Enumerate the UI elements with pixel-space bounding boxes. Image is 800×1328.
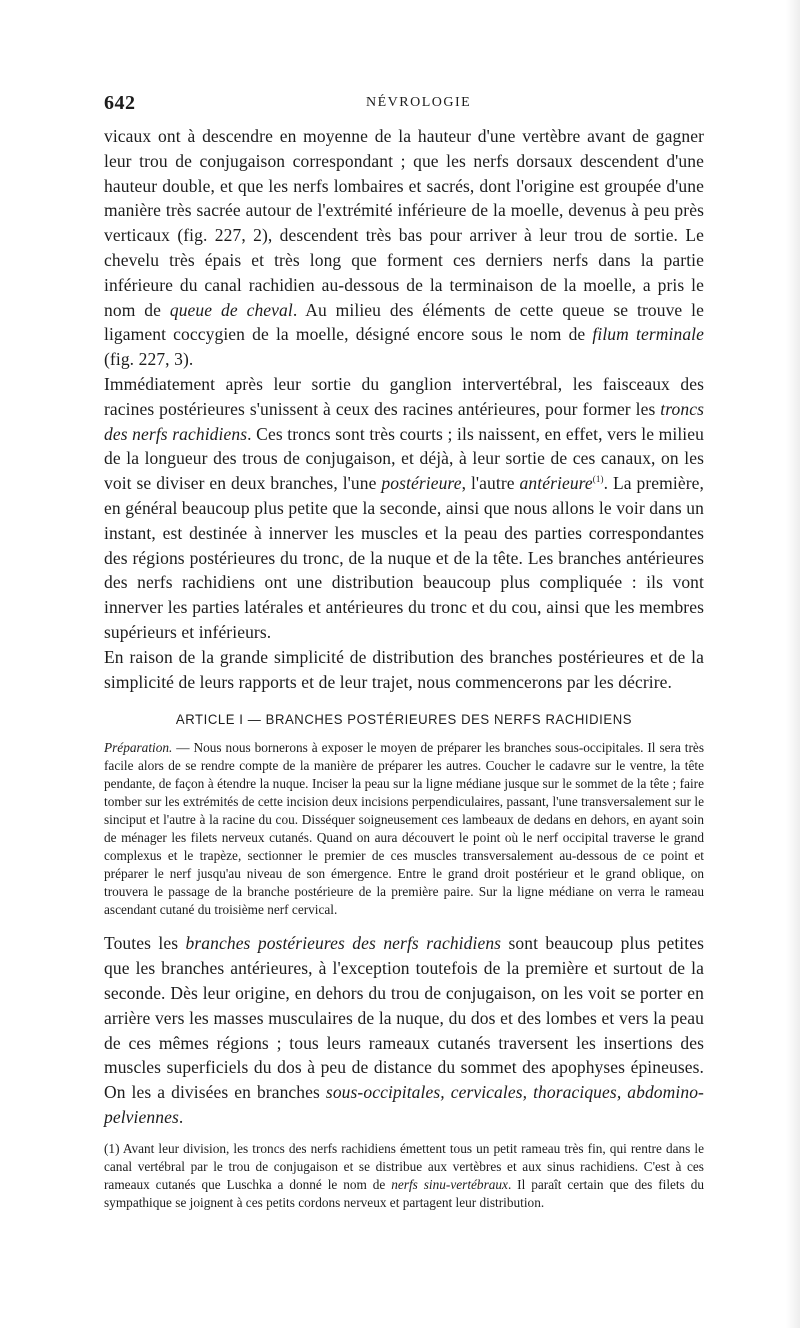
paragraph-raison [104,645,704,695]
running-head: NÉVROLOGIE [366,95,472,110]
text-run: En raison de la grande simplicité de distribution des branches postérieures et de la simplicité de leurs rapports et de leur trajet, nous commencerons par les décrire. [104,646,704,692]
paragraph-branches [104,931,704,1129]
term-posterieure: postérieure [381,473,462,494]
text-run: sont beaucoup plus petites que les branches antérieures, à l'exception toutefois de la première et surtout de la seconde. Dès leur origine, en dehors du trou de conjugaison, on les voit se porter en arrière vers les masses musculaires de la nuque, du dos et des lombes et vers la peau de ces mêmes régions ; tous leurs rameaux cutanés traversent les insertions des muscles superficiels du dos à peu de distance du sommet des apophyses épineuses. On les a divisées en branches [104,933,704,1103]
term-nerfs-sinu-vertebraux: nerfs sinu-vertébraux [391,1176,508,1192]
footnote [104,1140,704,1212]
text-run: , l'autre [461,473,520,494]
page-header [104,92,704,122]
term-troncs-des-nerfs: troncs des nerfs rachidiens [104,398,704,444]
page-edge-shadow [786,0,800,1328]
footnote-reference: (1) [592,474,604,485]
term-queue-de-cheval: queue de cheval [169,299,293,320]
text-run: . La première, en général beaucoup plus petite que la seconde, ainsi que nous allons le voir dans un instant, est destinée à innerver les muscles et la peau des parties correspondantes des régions postérieures du tronc, de la nuque et de la tête. Les branches antérieures des nerfs rachidiens ont une distribution beaucoup plus compliquée : ils vont innerver les parties latérales et antérieures du tronc et du cou, ainsi que les membres supérieurs et inférieurs. [104,473,704,642]
text-run: Toutes les [104,933,186,954]
footnote-marker: (1) [104,1140,120,1156]
term-anterieure: antérieure [519,473,593,494]
paragraph-troncs [104,372,704,645]
page-number: 642 [104,92,136,114]
article-heading: ARTICLE I — BRANCHES POSTÉRIEURES DES NERFS RACHIDIENS [175,712,633,728]
term-branch-categories: sous-occipitales, cervicales, thoraciques, abdomino-pelviennes [104,1082,704,1127]
page-content [104,124,704,1212]
preparation-paragraph [104,739,704,919]
text-run: . Ces troncs sont très courts ; ils naissent, en effet, vers le milieu de la longueur des trous de conjugaison, et déjà, à leur sortie de ces canaux, on les voit se diviser en deux branches, l'une [104,423,704,494]
preparation-label: Préparation. [104,740,173,756]
text-run: (fig. 227, 3). [104,349,194,370]
text-run: . Au milieu des éléments de cette queue se trouve le ligament coccygien de la moelle, désigné encore sous le nom de [104,299,704,345]
text-run: vicaux ont à descendre en moyenne de la hauteur d'une vertèbre avant de gagner leur trou de conjugaison correspondant ; que les nerfs dorsaux descendent d'une hauteur double, et que les nerfs lombaires et sacrés, dont l'origine est groupée d'une manière très sacrée autour de l'extrémité inférieure de la moelle, devenus à peu près verticaux (fig. 227, 2), descendent très bas pour arriver à leur trou de sortie. Le chevelu très épais et très long que forment ces derniers nerfs dans la partie inférieure du canal rachidien au-dessous de la terminaison de la moelle, a pris le nom de [104,126,704,320]
term-branches-posterieures: branches postérieures des nerfs rachidiens [185,933,502,954]
text-run: . Il paraît certain que des filets du sympathique se joignent à ces petits cordons nerveux et partagent leur distribution. [104,1176,705,1210]
text-run: Avant leur division, les troncs des nerfs rachidiens émettent tous un petit rameau très fin, qui rentre dans le canal vertébral par le trou de conjugaison et se distribue aux vertèbres et aux sinus rachidiens. C'est à ces rameaux cutanés que Luschka a donné le nom de [104,1140,704,1192]
text-run: Immédiatement après leur sortie du ganglion intervertébral, les faisceaux des racines postérieures s'unissent à ceux des racines antérieures, pour former les [104,373,704,419]
text-run: . [178,1106,184,1127]
paragraph-continuation [104,124,704,372]
term-filum-terminale: filum terminale [592,324,704,345]
text-run: — Nous nous bornerons à exposer le moyen de préparer les branches sous-occipitales. Il sera très facile alors de se rendre compte de la manière de préparer les autres. Coucher le cadavre sur le ventre, la tête pendante, de façon à étendre la nuque. Inciser la peau sur la ligne médiane jusque sur le sommet de la tête ; faire tomber sur les extrémités de cette incision deux incisions perpendiculaires, passant, l'une transversalement sur le sinciput et l'autre à la racine du cou. Disséquer soigneusement ces lambeaux de dedans en dehors, en ayant soin de ménager les filets nerveux cutanés. Quand on aura découvert le point où le nerf occipital traverse le grand complexus et le trapèze, sectionner le premier de ces muscles transversalement au-dessous de ce point et préparer le nerf jusqu'au niveau de son émergence. Entre le grand droit postérieur et le grand oblique, on trouvera le passage de la branche postérieure de la première paire. Sur la ligne médiane on verra le rameau ascendant cutané du troisième nerf cervical. [104,740,704,918]
